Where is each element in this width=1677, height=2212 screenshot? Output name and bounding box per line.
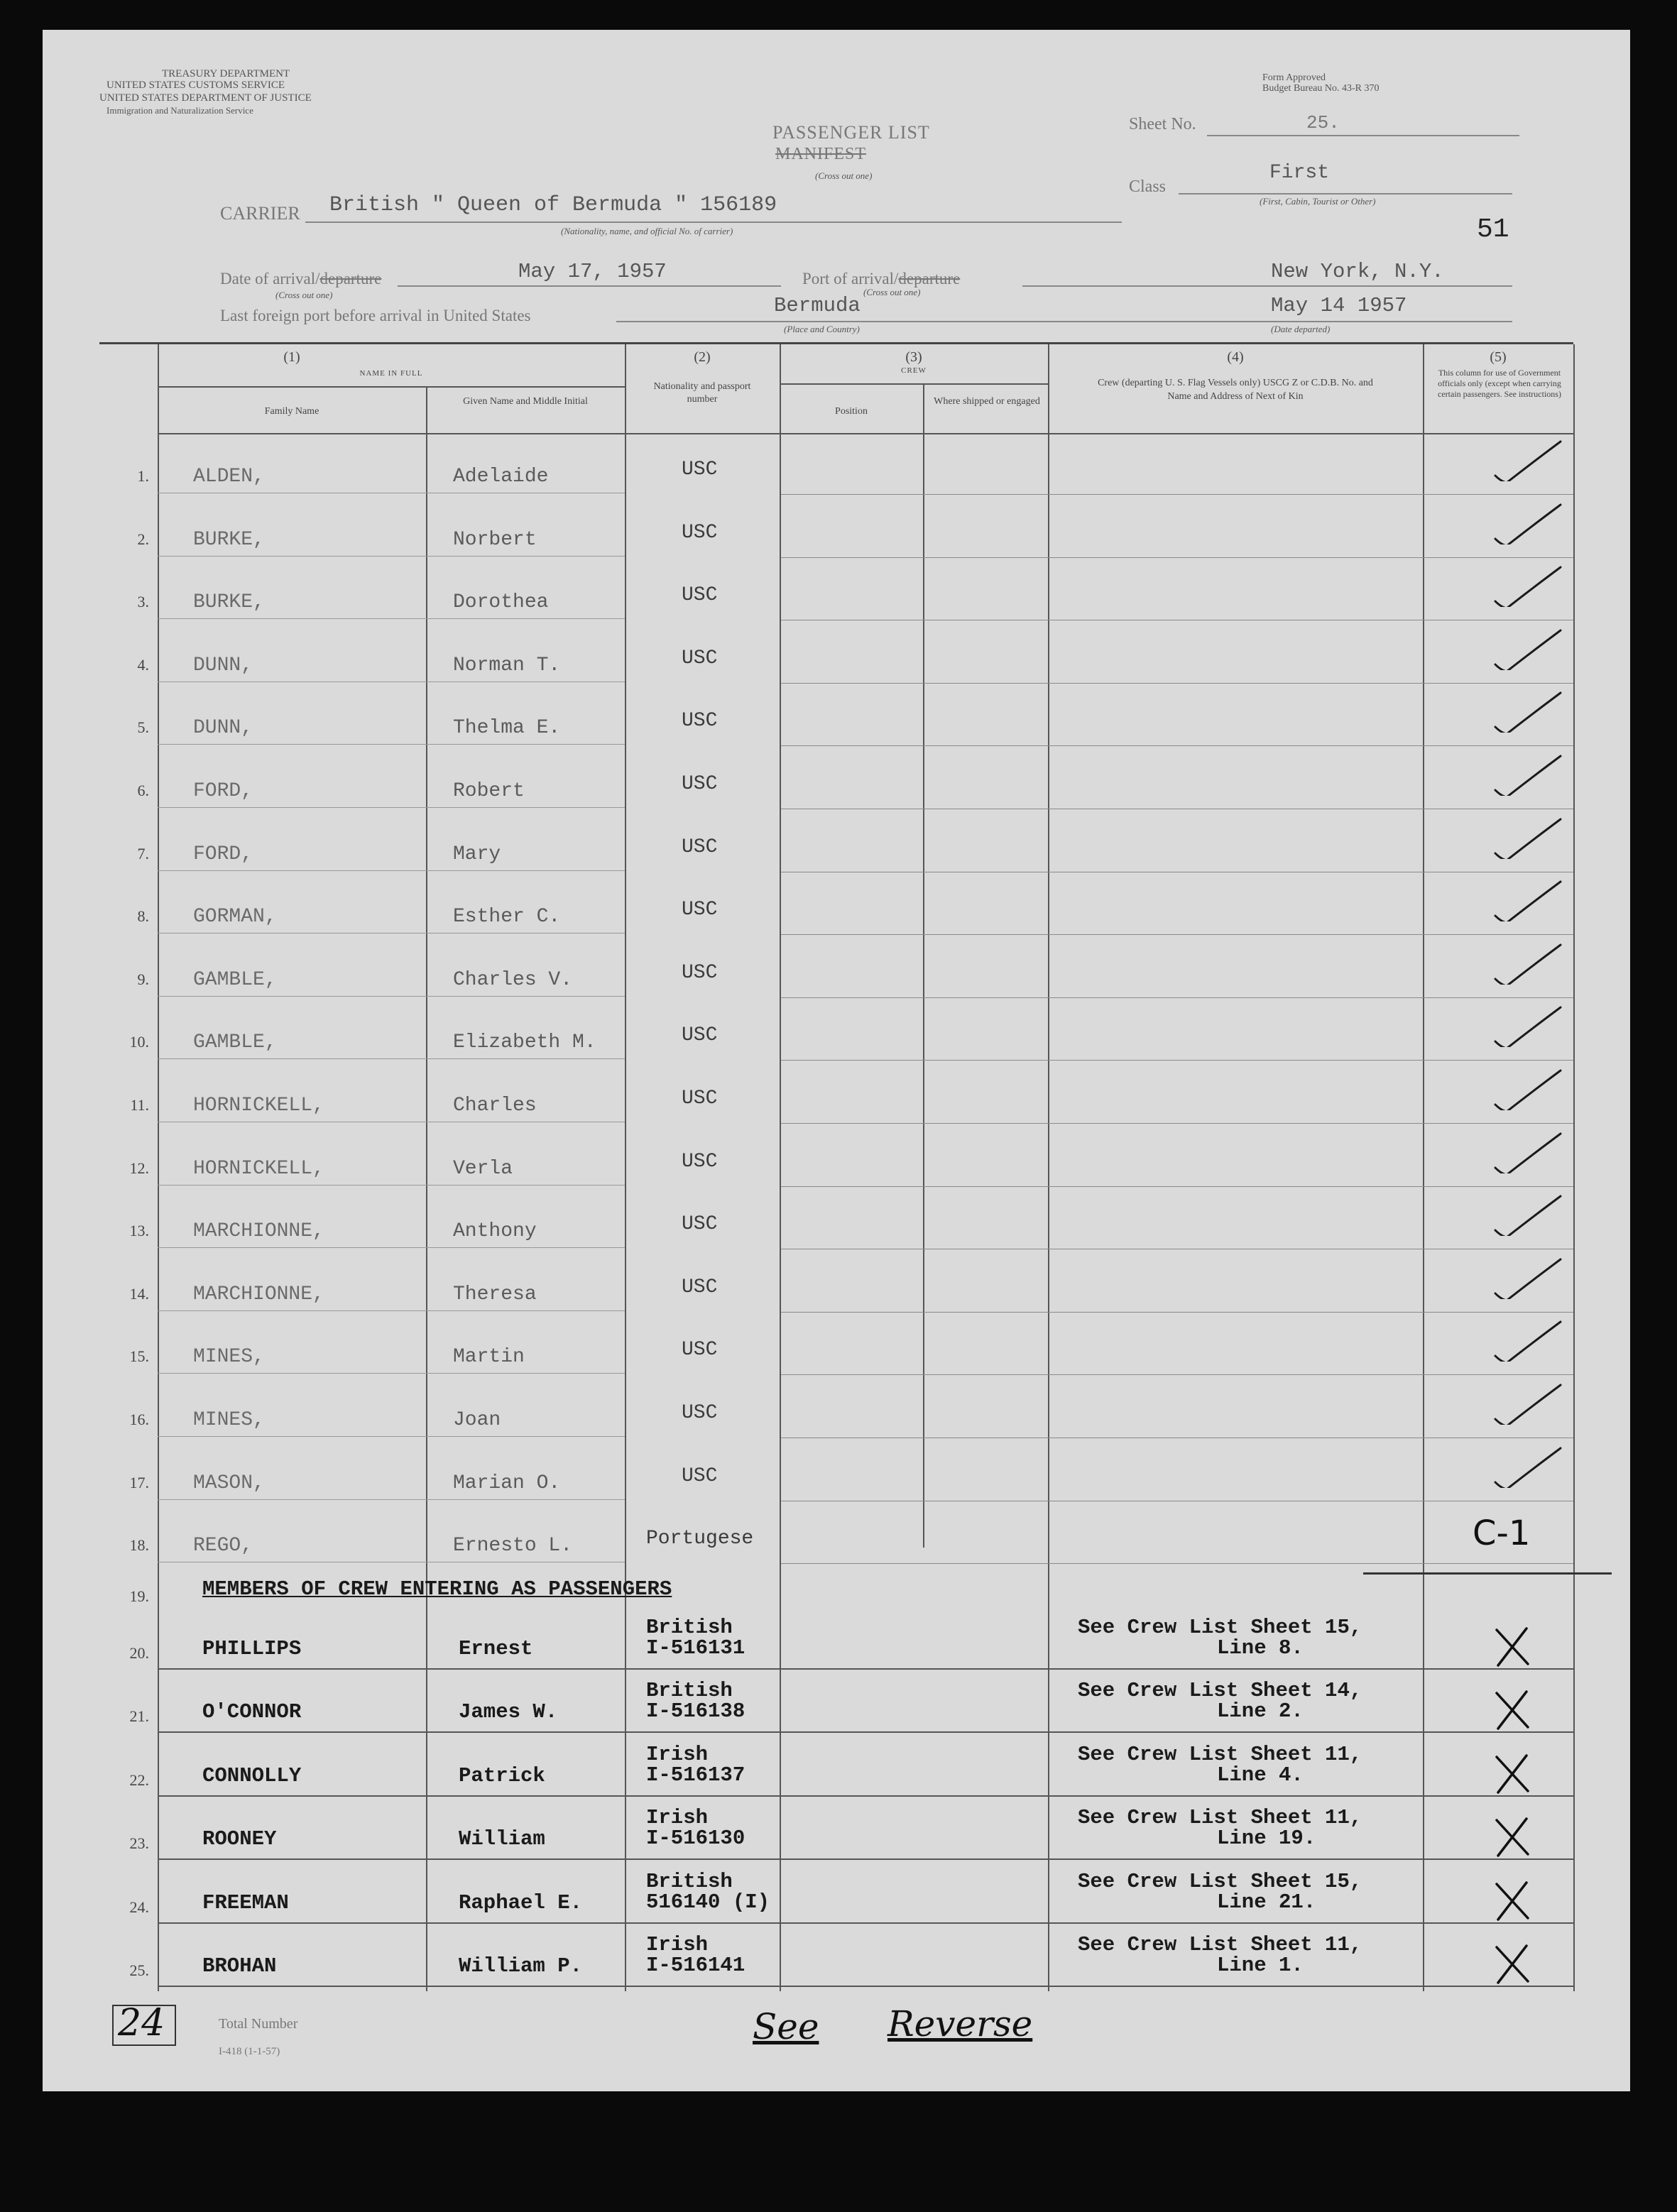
row-number: 2.	[137, 530, 149, 548]
given-name: Mary	[453, 843, 501, 865]
col3-shipped-header: Where shipped or engaged	[934, 396, 1040, 407]
col-divider-nat	[625, 344, 626, 1991]
family-name: DUNN,	[193, 654, 253, 677]
row-divider	[781, 997, 1573, 998]
row-divider	[781, 934, 1573, 935]
budget-bureau: Budget Bureau No. 43-R 370	[1262, 83, 1380, 94]
sheet-underline	[1207, 135, 1519, 136]
header-sub-rule-1	[158, 386, 625, 388]
crew-list-sheet: See Crew List Sheet 11,	[1078, 1742, 1362, 1766]
row-number: 9.	[137, 970, 149, 988]
given-underline	[427, 1436, 625, 1437]
row-number: 20.	[129, 1644, 149, 1662]
given-name: Joan	[453, 1409, 501, 1431]
col1-given-header: Given Name and Middle Initial	[463, 396, 588, 407]
family-underline	[158, 1247, 427, 1248]
checkmark-icon	[1491, 628, 1569, 670]
sheet-label: Sheet No.	[1129, 115, 1196, 133]
row-number: 10.	[129, 1033, 149, 1051]
crew-list-line: Line 19.	[1217, 1827, 1316, 1851]
arrival-date-struck: departure	[319, 270, 382, 288]
class-value: First	[1269, 162, 1330, 184]
family-name: FREEMAN	[202, 1890, 289, 1915]
family-underline	[158, 744, 427, 745]
nationality: Portugese	[646, 1528, 754, 1550]
checkmark-icon	[1491, 690, 1569, 733]
given-name: Raphael E.	[459, 1890, 583, 1915]
nationality-passport	[646, 1871, 770, 1912]
x-mark-icon	[1491, 1753, 1534, 1795]
checkmark-icon	[1491, 1004, 1569, 1047]
family-underline	[158, 1058, 427, 1059]
row-number: 3.	[137, 593, 149, 611]
given-name: Adelaide	[453, 466, 549, 488]
given-name: Charles V.	[453, 968, 573, 991]
nationality: USC	[682, 1276, 718, 1298]
row-number: 11.	[130, 1096, 149, 1114]
col3-position-header: Position	[835, 406, 868, 417]
given-name: Norbert	[453, 528, 537, 551]
x-mark-icon	[1491, 1943, 1534, 1986]
family-name: REGO,	[193, 1535, 253, 1557]
given-name: Ernest	[459, 1637, 533, 1660]
date-departed-hint: (Date departed)	[1271, 324, 1331, 334]
checkmark-icon	[1491, 1319, 1569, 1362]
last-port-hint: (Place and Country)	[784, 324, 860, 334]
given-underline	[427, 1373, 625, 1374]
given-underline	[427, 1185, 625, 1186]
nationality: USC	[682, 521, 718, 544]
row-number: 24.	[129, 1898, 149, 1916]
family-underline	[158, 870, 427, 871]
doc-title: PASSENGER LIST	[772, 122, 930, 143]
agency-line-3: UNITED STATES DEPARTMENT OF JUSTICE	[99, 92, 312, 104]
nationality: USC	[682, 1213, 718, 1236]
given-name: Charles	[453, 1095, 537, 1117]
crew-list-reference	[1078, 1679, 1362, 1724]
row-divider	[158, 1668, 1573, 1670]
nationality-passport	[646, 1679, 745, 1724]
given-name: Patrick	[459, 1763, 545, 1787]
nationality: USC	[682, 961, 718, 984]
sheet-value: 25.	[1306, 112, 1340, 133]
given-underline	[427, 996, 625, 997]
nationality: USC	[682, 647, 718, 669]
family-name: FORD,	[193, 843, 253, 865]
given-underline	[427, 807, 625, 808]
arrival-date-underline	[398, 285, 781, 287]
table-right-border	[1573, 344, 1575, 1991]
checkmark-icon	[1491, 1193, 1569, 1236]
crew-list-sheet: See Crew List Sheet 15,	[1078, 1869, 1362, 1893]
given-name: Verla	[453, 1157, 513, 1180]
checkmark-icon	[1491, 1256, 1569, 1299]
given-name: Ernesto L.	[453, 1535, 573, 1557]
family-underline	[158, 1310, 427, 1311]
family-name: GORMAN,	[193, 906, 277, 929]
given-name: William	[459, 1827, 545, 1851]
crew-list-sheet: See Crew List Sheet 15,	[1078, 1616, 1362, 1639]
row-number: 17.	[129, 1473, 149, 1491]
checkmark-icon	[1491, 942, 1569, 985]
given-name: Marian O.	[453, 1472, 561, 1494]
given-underline	[427, 1310, 625, 1311]
nationality: USC	[682, 1402, 718, 1424]
family-underline	[158, 1185, 427, 1186]
given-underline	[427, 681, 625, 682]
arrival-date-value: May 17, 1957	[518, 260, 667, 283]
carrier-label: CARRIER	[220, 203, 300, 224]
family-underline	[158, 618, 427, 619]
family-name: DUNN,	[193, 717, 253, 740]
crew-list-sheet: See Crew List Sheet 11,	[1078, 1806, 1362, 1830]
given-underline	[427, 1499, 625, 1500]
family-underline	[158, 996, 427, 997]
class-label: Class	[1129, 177, 1167, 196]
class-hint: (First, Cabin, Tourist or Other)	[1260, 196, 1376, 207]
passport-number: I-516138	[646, 1699, 745, 1724]
family-name: MARCHIONNE,	[193, 1283, 324, 1305]
crew-list-line: Line 2.	[1217, 1699, 1304, 1724]
checkmark-icon	[1491, 564, 1569, 607]
given-underline	[427, 1058, 625, 1059]
family-name: CONNOLLY	[202, 1763, 302, 1787]
row-number: 5.	[137, 718, 149, 737]
passport-number: I-516141	[646, 1954, 745, 1977]
agency-line-4: Immigration and Naturalization Service	[106, 105, 253, 116]
row-divider	[781, 557, 1573, 558]
crew-list-reference	[1078, 1934, 1362, 1976]
total-label: Total Number	[219, 2016, 298, 2032]
row-number: 8.	[137, 907, 149, 926]
x-mark-icon	[1491, 1880, 1534, 1922]
given-name: Esther C.	[453, 906, 561, 929]
family-name: BROHAN	[202, 1954, 277, 1978]
family-name: ROONEY	[202, 1827, 277, 1851]
date-departed-value: May 14 1957	[1271, 294, 1407, 317]
header-sub-rule-3	[780, 383, 1048, 385]
given-name: Elizabeth M.	[453, 1031, 596, 1054]
nationality: USC	[682, 710, 718, 733]
checkmark-icon	[1491, 879, 1569, 921]
port-struck: departure	[898, 270, 961, 288]
checkmark-icon	[1491, 439, 1569, 481]
crew-list-line: Line 8.	[1217, 1636, 1304, 1660]
crew-list-line: Line 21.	[1217, 1890, 1316, 1914]
nationality: USC	[682, 836, 718, 858]
checkmark-icon	[1491, 1382, 1569, 1425]
crew-list-reference	[1078, 1807, 1362, 1849]
family-underline	[158, 807, 427, 808]
given-underline	[427, 870, 625, 871]
row-number: 23.	[129, 1834, 149, 1853]
family-name: MINES,	[193, 1409, 265, 1431]
col1-family-header: Family Name	[264, 406, 319, 417]
col1-title: NAME IN FULL	[359, 369, 423, 378]
given-underline	[427, 1247, 625, 1248]
crew-section-rule	[1363, 1572, 1612, 1575]
nationality: USC	[682, 584, 718, 607]
crew-list-line: Line 1.	[1217, 1954, 1304, 1977]
row-divider	[158, 1858, 1573, 1860]
nationality: Irish	[646, 1806, 709, 1830]
row-number: 16.	[129, 1411, 149, 1428]
row-divider	[781, 1123, 1573, 1124]
given-name: William P.	[459, 1954, 583, 1978]
row-divider	[781, 1186, 1573, 1187]
row-divider	[781, 1563, 1573, 1564]
checkmark-icon	[1491, 502, 1569, 544]
row-divider	[158, 1922, 1573, 1924]
col-divider-crew	[780, 344, 781, 1991]
last-port-underline	[616, 321, 1512, 322]
row-divider	[158, 1986, 1573, 1987]
x-mark-icon	[1491, 1626, 1534, 1668]
row-divider	[781, 494, 1573, 495]
family-name: GAMBLE,	[193, 968, 277, 991]
crew-list-reference	[1078, 1871, 1362, 1912]
family-name: MARCHIONNE,	[193, 1220, 324, 1243]
family-name: HORNICKELL,	[193, 1157, 324, 1180]
arrival-date-label-text: Date of arrival/	[220, 270, 320, 288]
crew-list-line: Line 4.	[1217, 1763, 1304, 1787]
row-number: 6.	[137, 782, 149, 799]
family-name: ALDEN,	[193, 466, 265, 488]
nationality: British	[646, 1869, 733, 1893]
port-label	[802, 270, 960, 288]
checkmark-icon	[1491, 753, 1569, 796]
agency-line-2: UNITED STATES CUSTOMS SERVICE	[106, 80, 285, 91]
family-name: MINES,	[193, 1346, 265, 1369]
family-underline	[158, 681, 427, 682]
nationality-passport	[646, 1807, 745, 1849]
crew-list-sheet: See Crew List Sheet 14,	[1078, 1679, 1362, 1703]
col-divider-given	[426, 387, 427, 1991]
nationality: USC	[682, 1150, 718, 1173]
table-top-rule	[99, 342, 1573, 344]
passport-number: I-516130	[646, 1827, 745, 1851]
x-mark-icon	[1491, 1689, 1534, 1731]
col5-number: (5)	[1490, 349, 1507, 365]
form-number: I-418 (1-1-57)	[219, 2046, 280, 2057]
last-port-value: Bermuda	[774, 294, 861, 317]
port-label-text: Port of arrival/	[802, 270, 899, 288]
row-number: 22.	[129, 1770, 149, 1789]
given-underline	[427, 618, 625, 619]
row-number: 19.	[129, 1587, 149, 1605]
col1-number: (1)	[283, 349, 300, 365]
agency-line-1: TREASURY DEPARTMENT	[162, 68, 290, 80]
nationality: USC	[682, 773, 718, 795]
total-value: 24	[118, 2002, 165, 2044]
family-underline	[158, 556, 427, 557]
checkmark-icon	[1491, 1131, 1569, 1173]
last-port-label: Last foreign port before arrival in United States	[220, 307, 531, 324]
row-divider	[781, 745, 1573, 746]
nationality-passport	[646, 1744, 745, 1785]
col2-number: (2)	[694, 349, 711, 365]
given-name: James W.	[459, 1700, 558, 1724]
family-name: MASON,	[193, 1472, 265, 1494]
row-number: 18.	[129, 1536, 149, 1555]
form-approved: Form Approved	[1262, 72, 1326, 83]
row-number: 13.	[129, 1222, 149, 1240]
nationality: USC	[682, 459, 718, 481]
cross-out-hint: (Cross out one)	[815, 170, 873, 181]
family-name: BURKE,	[193, 528, 265, 551]
row-divider	[781, 1060, 1573, 1061]
family-underline	[158, 1499, 427, 1500]
nationality: British	[646, 1679, 733, 1703]
row-number: 1.	[137, 467, 149, 485]
row-number: 12.	[129, 1159, 149, 1177]
col4-number: (4)	[1227, 349, 1244, 365]
nationality: USC	[682, 899, 718, 921]
family-name: FORD,	[193, 780, 253, 802]
port-underline	[1022, 285, 1512, 287]
col-divider-shipped	[923, 383, 924, 1548]
header-bottom-rule	[158, 433, 1573, 434]
row-number: 15.	[129, 1347, 149, 1366]
doc-title-struck: MANIFEST	[775, 145, 867, 163]
given-name: Robert	[453, 780, 525, 802]
col4-title: Crew (departing U. S. Flag Vessels only) USCG Z or C.D.B. No. and Name and Address of Next of Kin	[1098, 378, 1373, 402]
row-divider	[158, 1731, 1573, 1733]
crew-list-reference	[1078, 1744, 1362, 1785]
passport-number: 516140 (I)	[646, 1890, 770, 1914]
row-number: 7.	[137, 844, 149, 863]
carrier-value: British " Queen of Bermuda " 156189	[329, 193, 777, 217]
passport-number: I-516137	[646, 1763, 745, 1787]
crew-section-heading: MEMBERS OF CREW ENTERING AS PASSENGERS	[202, 1577, 672, 1601]
nationality-passport	[646, 1934, 745, 1976]
family-name: GAMBLE,	[193, 1031, 277, 1054]
col2-title: Nationality and passport number	[653, 381, 751, 405]
checkmark-icon	[1491, 816, 1569, 859]
carrier-hint: (Nationality, name, and official No. of carrier)	[561, 226, 733, 236]
given-underline	[427, 744, 625, 745]
row-divider	[781, 1374, 1573, 1375]
x-mark-icon	[1491, 1816, 1534, 1858]
col5-title: This column for use of Government officials only (except when carrying certain passengers. See instructions)	[1438, 368, 1561, 399]
carrier-underline	[305, 221, 1122, 223]
given-underline	[427, 556, 625, 557]
nationality: Irish	[646, 1933, 709, 1956]
given-name: Martin	[453, 1346, 525, 1369]
given-name: Anthony	[453, 1220, 537, 1243]
checkmark-icon	[1491, 1068, 1569, 1110]
passport-number: I-516131	[646, 1636, 745, 1660]
nationality: USC	[682, 1024, 718, 1047]
nationality: USC	[682, 1088, 718, 1110]
class-underline	[1179, 193, 1512, 195]
nationality: USC	[682, 1464, 718, 1487]
family-underline	[158, 1436, 427, 1437]
arrival-date-label	[220, 270, 381, 288]
row-divider	[781, 683, 1573, 684]
given-name: Theresa	[453, 1283, 537, 1305]
page-number: 51	[1477, 214, 1509, 245]
crew-list-reference	[1078, 1617, 1362, 1658]
arrival-date-hint: (Cross out one)	[275, 290, 333, 300]
row-number: 4.	[137, 655, 149, 674]
nationality: USC	[682, 1339, 718, 1362]
family-name: BURKE,	[193, 591, 265, 614]
family-name: O'CONNOR	[202, 1700, 302, 1724]
given-name: Thelma E.	[453, 717, 561, 740]
col-divider-gov	[1423, 344, 1424, 1991]
crew-list-sheet: See Crew List Sheet 11,	[1078, 1933, 1362, 1956]
official-mark: C-1	[1473, 1513, 1531, 1554]
given-name: Norman T.	[453, 654, 561, 677]
port-hint: (Cross out one)	[863, 287, 921, 297]
row-divider	[781, 1312, 1573, 1313]
row-number: 14.	[129, 1284, 149, 1303]
row-number: 25.	[129, 1961, 149, 1979]
family-name: HORNICKELL,	[193, 1095, 324, 1117]
nationality-passport	[646, 1617, 745, 1658]
checkmark-icon	[1491, 1445, 1569, 1488]
col3-title: CREW	[901, 366, 927, 375]
col3-number: (3)	[905, 349, 922, 365]
col-divider-kin	[1048, 344, 1049, 1991]
port-value: New York, N.Y.	[1271, 260, 1444, 283]
table-left-border	[158, 344, 159, 1991]
row-number: 21.	[129, 1707, 149, 1726]
row-divider	[158, 1795, 1573, 1797]
see-reverse-word-2: Reverse	[887, 2003, 1033, 2044]
see-reverse-word-1: See	[753, 2006, 819, 2047]
nationality: British	[646, 1616, 733, 1639]
given-name: Dorothea	[453, 591, 549, 614]
nationality: Irish	[646, 1742, 709, 1766]
family-underline	[158, 1373, 427, 1374]
family-name: PHILLIPS	[202, 1637, 302, 1660]
